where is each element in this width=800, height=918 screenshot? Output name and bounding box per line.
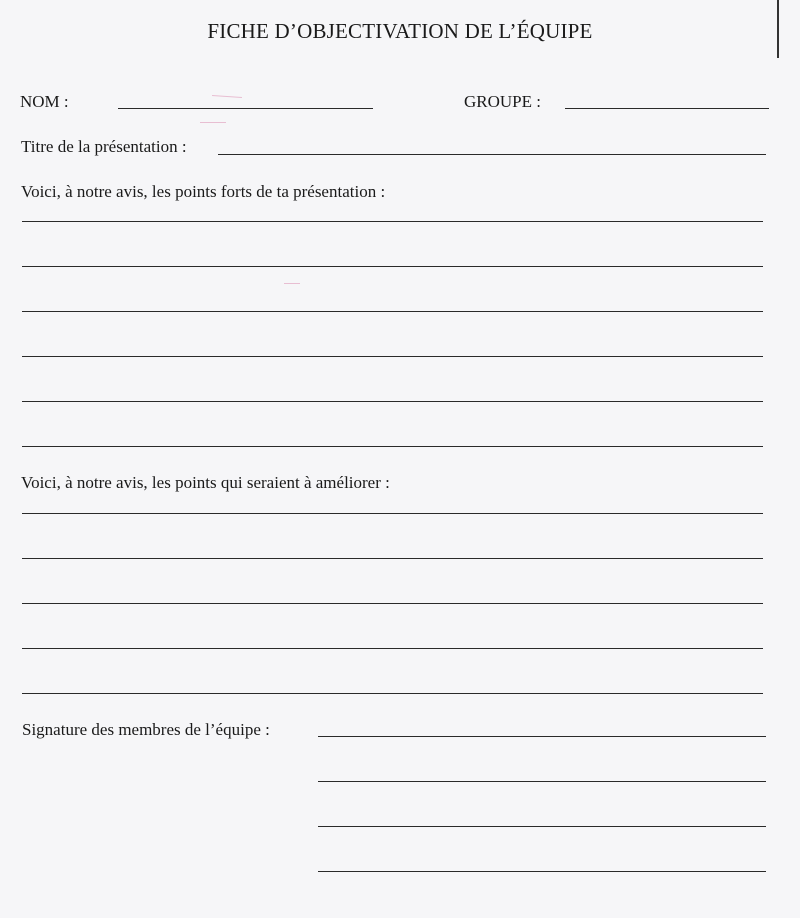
improvements-line[interactable] xyxy=(22,558,763,559)
signature-line[interactable] xyxy=(318,736,766,737)
strengths-line[interactable] xyxy=(22,221,763,222)
improvements-line[interactable] xyxy=(22,603,763,604)
strengths-line[interactable] xyxy=(22,446,763,447)
pen-mark xyxy=(200,122,226,123)
name-field-line[interactable] xyxy=(118,108,373,109)
strengths-line[interactable] xyxy=(22,356,763,357)
group-field-line[interactable] xyxy=(565,108,769,109)
strengths-line[interactable] xyxy=(22,401,763,402)
presentation-title-line[interactable] xyxy=(218,154,766,155)
pen-mark xyxy=(284,283,300,284)
strengths-label: Voici, à notre avis, les points forts de ta présentation : xyxy=(21,182,386,201)
form-title: FICHE D’OBJECTIVATION DE L’ÉQUIPE xyxy=(207,19,593,43)
name-label: NOM : xyxy=(20,92,69,111)
signature-line[interactable] xyxy=(318,871,766,872)
signature-line[interactable] xyxy=(318,781,766,782)
strengths-line[interactable] xyxy=(22,311,763,312)
pen-mark xyxy=(212,95,242,98)
presentation-title-label: Titre de la présentation : xyxy=(21,137,187,156)
improvements-line[interactable] xyxy=(22,513,763,514)
signature-line[interactable] xyxy=(318,826,766,827)
signature-label: Signature des membres de l’équipe : xyxy=(22,720,270,739)
improvements-line[interactable] xyxy=(22,693,763,694)
strengths-line[interactable] xyxy=(22,266,763,267)
improvements-label: Voici, à notre avis, les points qui seraient à améliorer : xyxy=(21,473,390,492)
group-label: GROUPE : xyxy=(464,92,541,111)
improvements-line[interactable] xyxy=(22,648,763,649)
